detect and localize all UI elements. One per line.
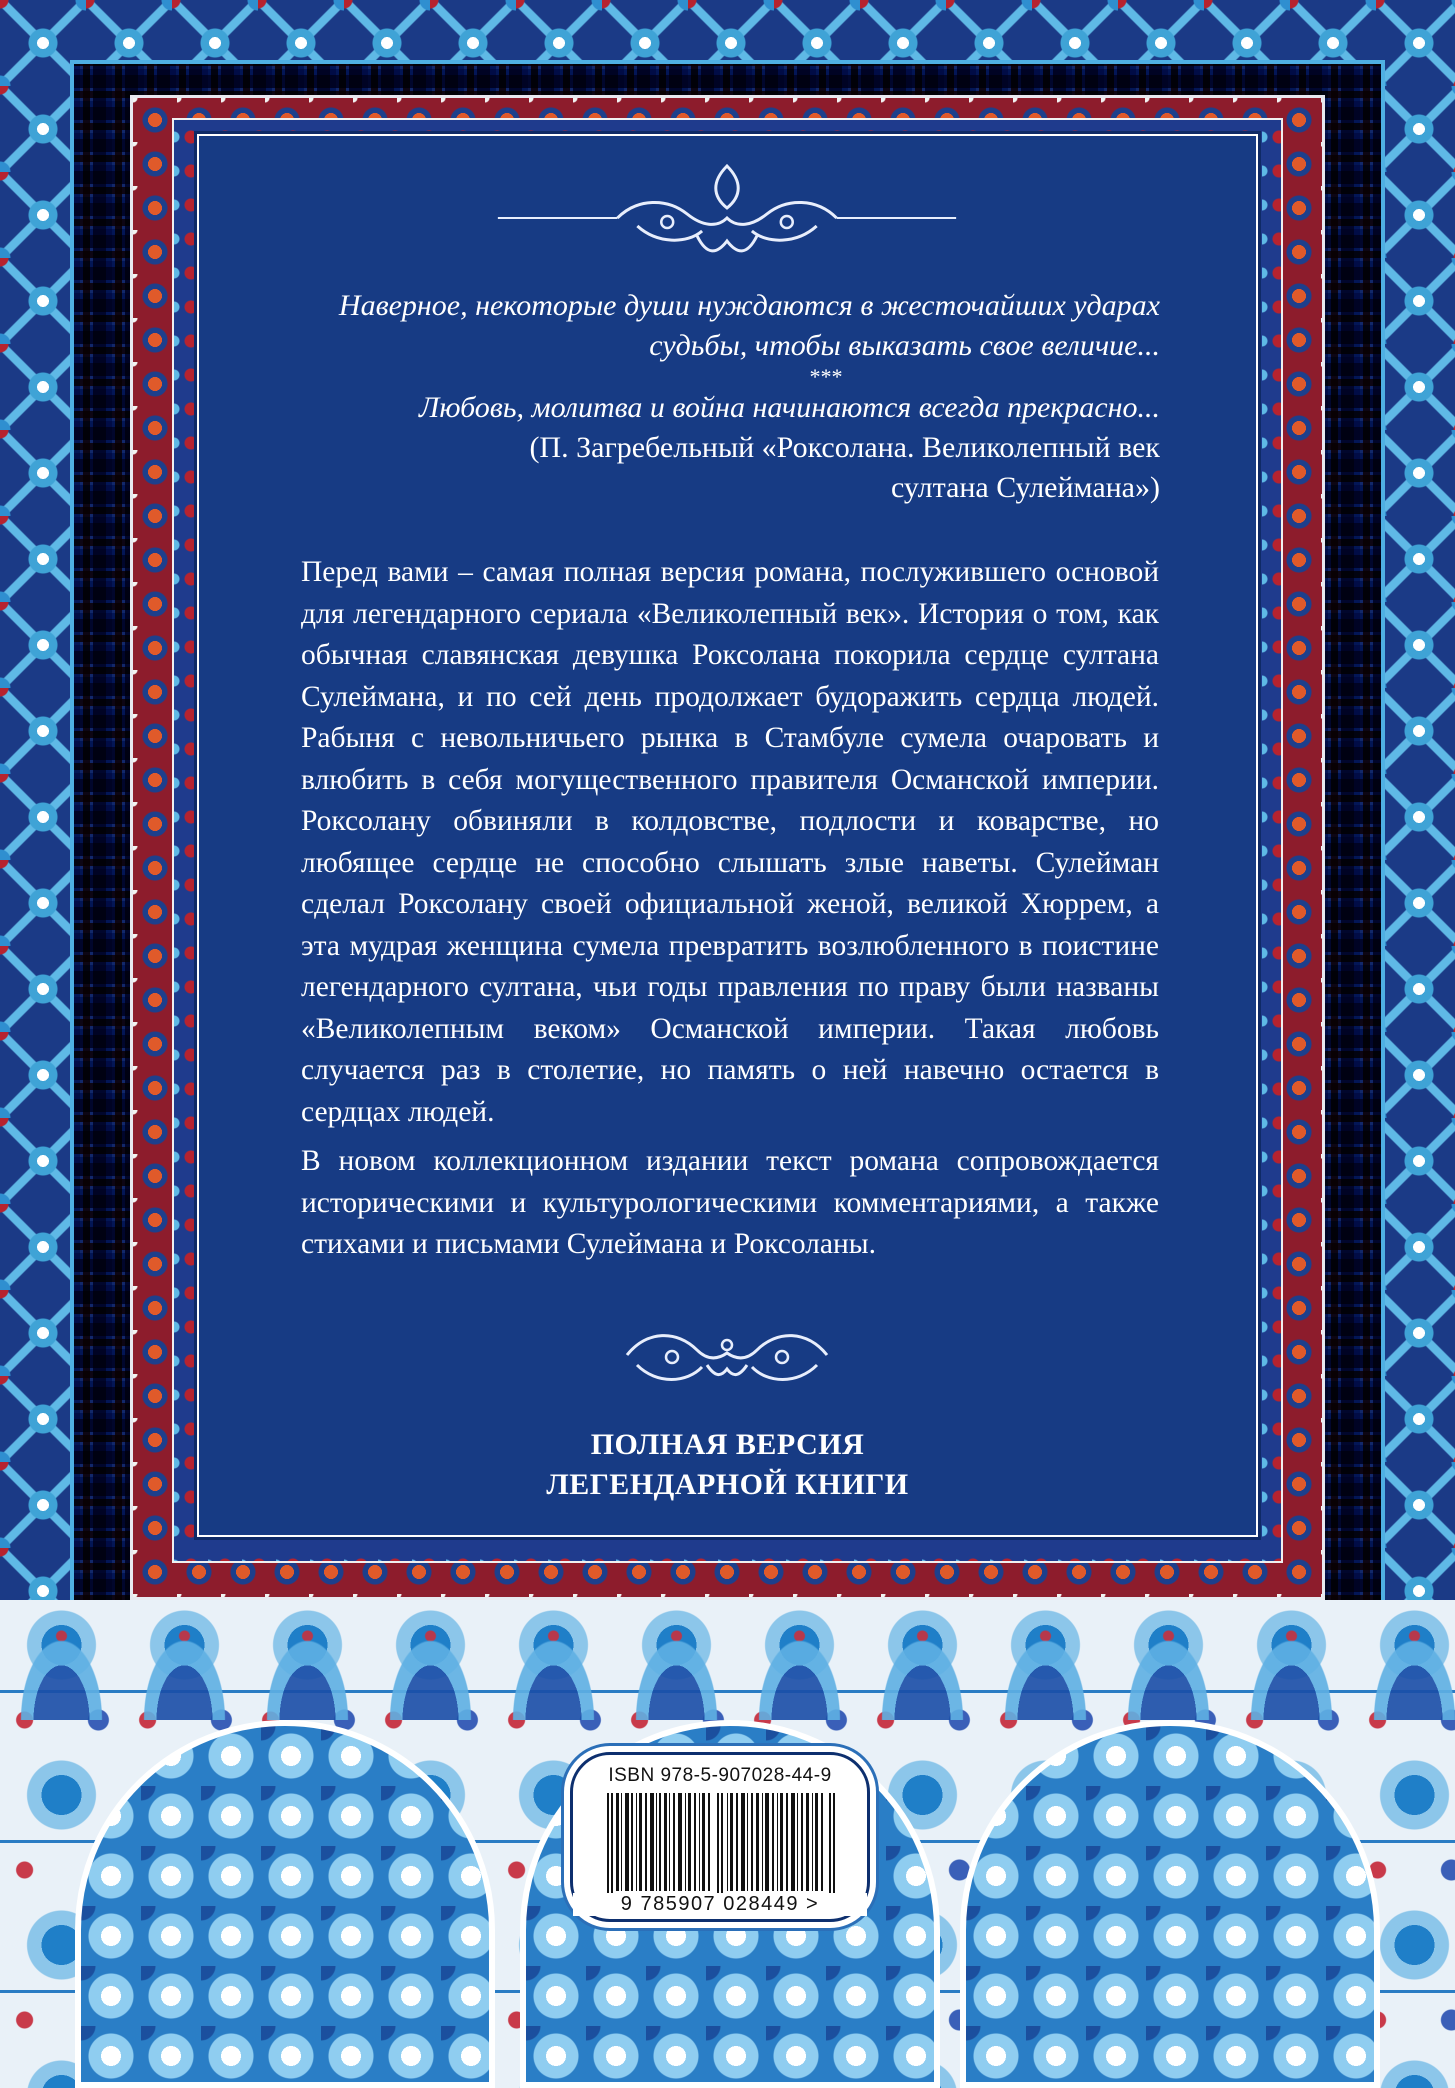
epigraph-line: Любовь, молитва и война начинаются всегда прекрасно... [419, 391, 1160, 424]
bottom-flourish-icon [597, 1315, 857, 1395]
top-flourish-icon [199, 136, 1256, 296]
slogan-line: ПОЛНАЯ ВЕРСИЯ [590, 1428, 865, 1461]
epigraph [280, 286, 1160, 508]
isbn-label: ISBN 978-5-907028-44-9 [608, 1765, 832, 1786]
slogan [197, 1425, 1258, 1505]
epigraph-line: Наверное, некоторые души нуждаются в жесточайших ударах [338, 289, 1160, 322]
book-description [301, 552, 1159, 1274]
description-paragraph: В новом коллекционном издании текст романа сопровождается историческими и культурологическими комментариями, а также стихами и письмами Сулеймана и Роксоланы. [301, 1145, 1159, 1260]
epigraph-citation: (П. Загребельный «Роксолана. Великолепный век [529, 431, 1160, 464]
slogan-line: ЛЕГЕНДАРНОЙ КНИГИ [546, 1468, 909, 1501]
description-paragraph: Перед вами – самая полная версия романа, послужившего основой для легендарного сериала «Великолепный век». История о том, как обычная славянская девушка Роксолана покорила сердце султана Сулеймана, и по сей день продолжает будоражить сердца людей. Рабыня с невольничьего рынка в Стамбуле сумела очаровать и влюбить в себя могущественного правителя Османской империи. Роксолану обвиняли в колдовстве, подлости и коварстве, но любящее сердце не способно слышать злые наветы. Сулейман сделал Роксолану своей официальной женой, великой Хюррем, а эта мудрая женщина сумела превратить возлюбленного в поистине легендарного султана, чьи годы правления по праву были названы «Великолепным веком» Османской империи. Такая любовь случается раз в столетие, но память о ней навечно остается в сердцах людей. [301, 556, 1159, 1128]
barcode-bars-icon [605, 1793, 841, 1901]
epigraph-line: судьбы, чтобы выказать свое величие... [649, 329, 1160, 362]
floral-border-band [0, 1600, 1455, 1720]
epigraph-separator: *** [808, 364, 842, 389]
isbn-barcode [570, 1752, 870, 1922]
isbn-digits: 9 785907 028449 > [573, 1893, 867, 1916]
epigraph-citation: султана Сулеймана») [891, 471, 1160, 504]
